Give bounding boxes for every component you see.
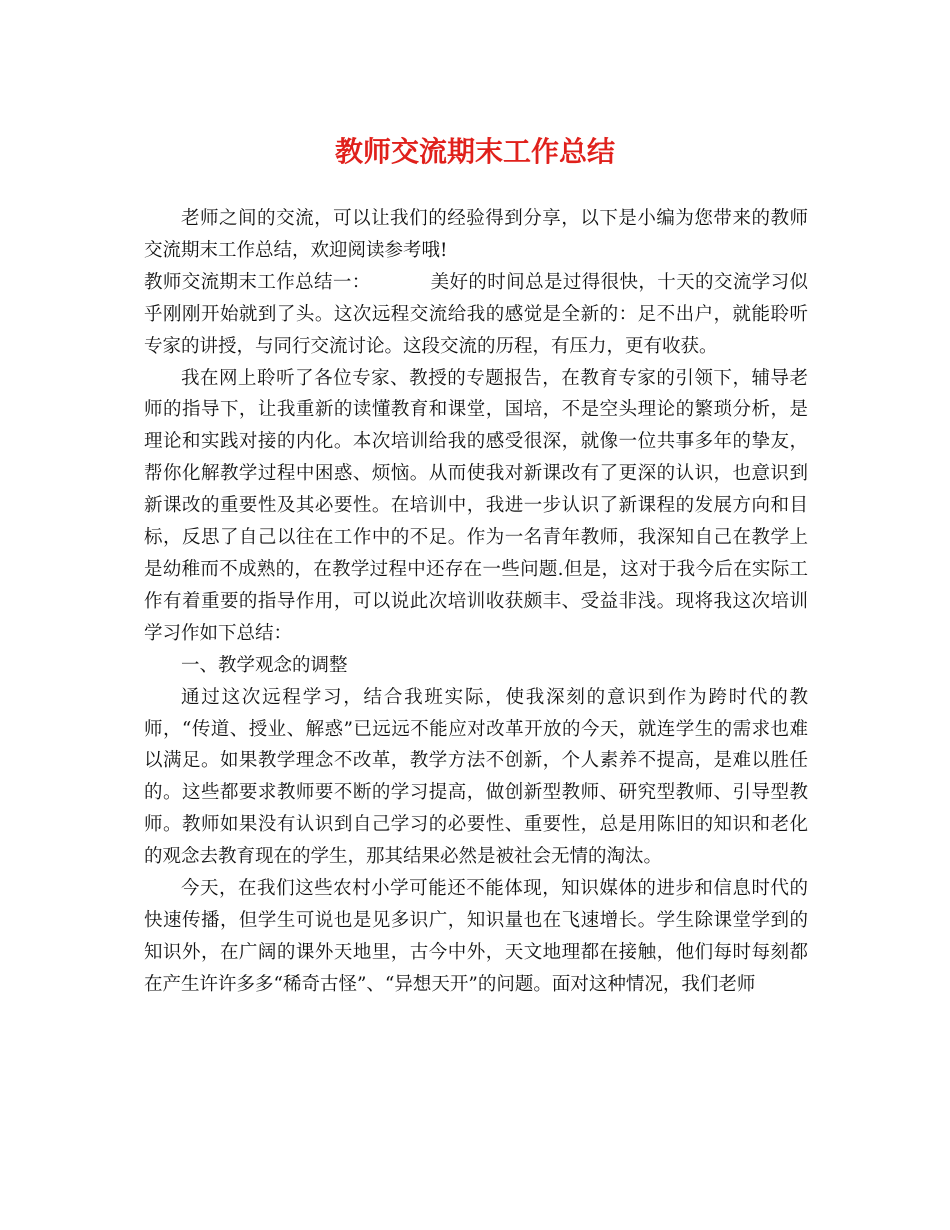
paragraph-summary-one-text: 美好的时间总是过得很快，十天的交流学习似乎刚刚开始就到了头。这次远程交流给我的感觉是全新的：足不出户，就能聆听专家的讲授，与同行交流讨论。这段交流的历程，有压力，更有收获。 <box>144 271 808 357</box>
document-title: 教师交流期末工作总结 <box>334 135 615 168</box>
paragraph-summary-one <box>144 267 808 363</box>
paragraph-training-reflection: 我在网上聆听了各位专家、教授的专题报告，在教育专家的引领下，辅导老师的指导下，让我重新的读懂教育和课堂，国培，不是空头理论的繁琐分析，是理论和实践对接的内化。本次培训给我的感受很深，就像一位共事多年的挚友，帮你化解教学过程中困惑、烦恼。从而使我对新课改有了更深的认识，也意识到新课改的重要性及其必要性。在培训中，我进一步认识了新课程的发展方向和目标，反思了自己以往在工作中的不足。作为一名青年教师，我深知自己在教学上是幼稚而不成熟的，在教学过程中还存在一些问题.但是，这对于我今后在实际工作有着重要的指导作用，可以说此次培训收获颇丰、受益非浅。现将我这次培训学习作如下总结： <box>144 367 808 644</box>
document-body <box>144 203 808 1001</box>
paragraph-teaching-concept: 通过这次远程学习，结合我班实际，使我深刻的意识到作为跨时代的教师，“传道、授业、解惑”已远远不能应对改革开放的今天，就连学生的需求也难以满足。如果教学理念不改革，教学方法不创新，个人素养不提高，是难以胜任的。这些都要求教师要不断的学习提高，做创新型教师、研究型教师、引导型教师。教师如果没有认识到自己学习的必要性、重要性，总是用陈旧的知识和老化的观念去教育现在的学生，那其结果必然是被社会无情的淘汰。 <box>144 686 808 868</box>
section-heading-teaching-concept: 一、教学观念的调整 <box>181 654 348 676</box>
section-lead-in: 教师交流期末工作总结一： <box>144 271 371 293</box>
paragraph-rural-school: 今天，在我们这些农村小学可能还不能体现，知识媒体的进步和信息时代的快速传播，但学生可说也是见多识广，知识量也在飞速增长。学生除课堂学到的知识外，在广阔的课外天地里，古今中外，天文地理都在接触，他们每时每刻都在产生许许多多“稀奇古怪”、“异想天开”的问题。面对这种情况，我们老师 <box>144 878 808 995</box>
paragraph-intro: 老师之间的交流，可以让我们的经验得到分享，以下是小编为您带来的教师交流期末工作总结，欢迎阅读参考哦! <box>144 208 808 261</box>
